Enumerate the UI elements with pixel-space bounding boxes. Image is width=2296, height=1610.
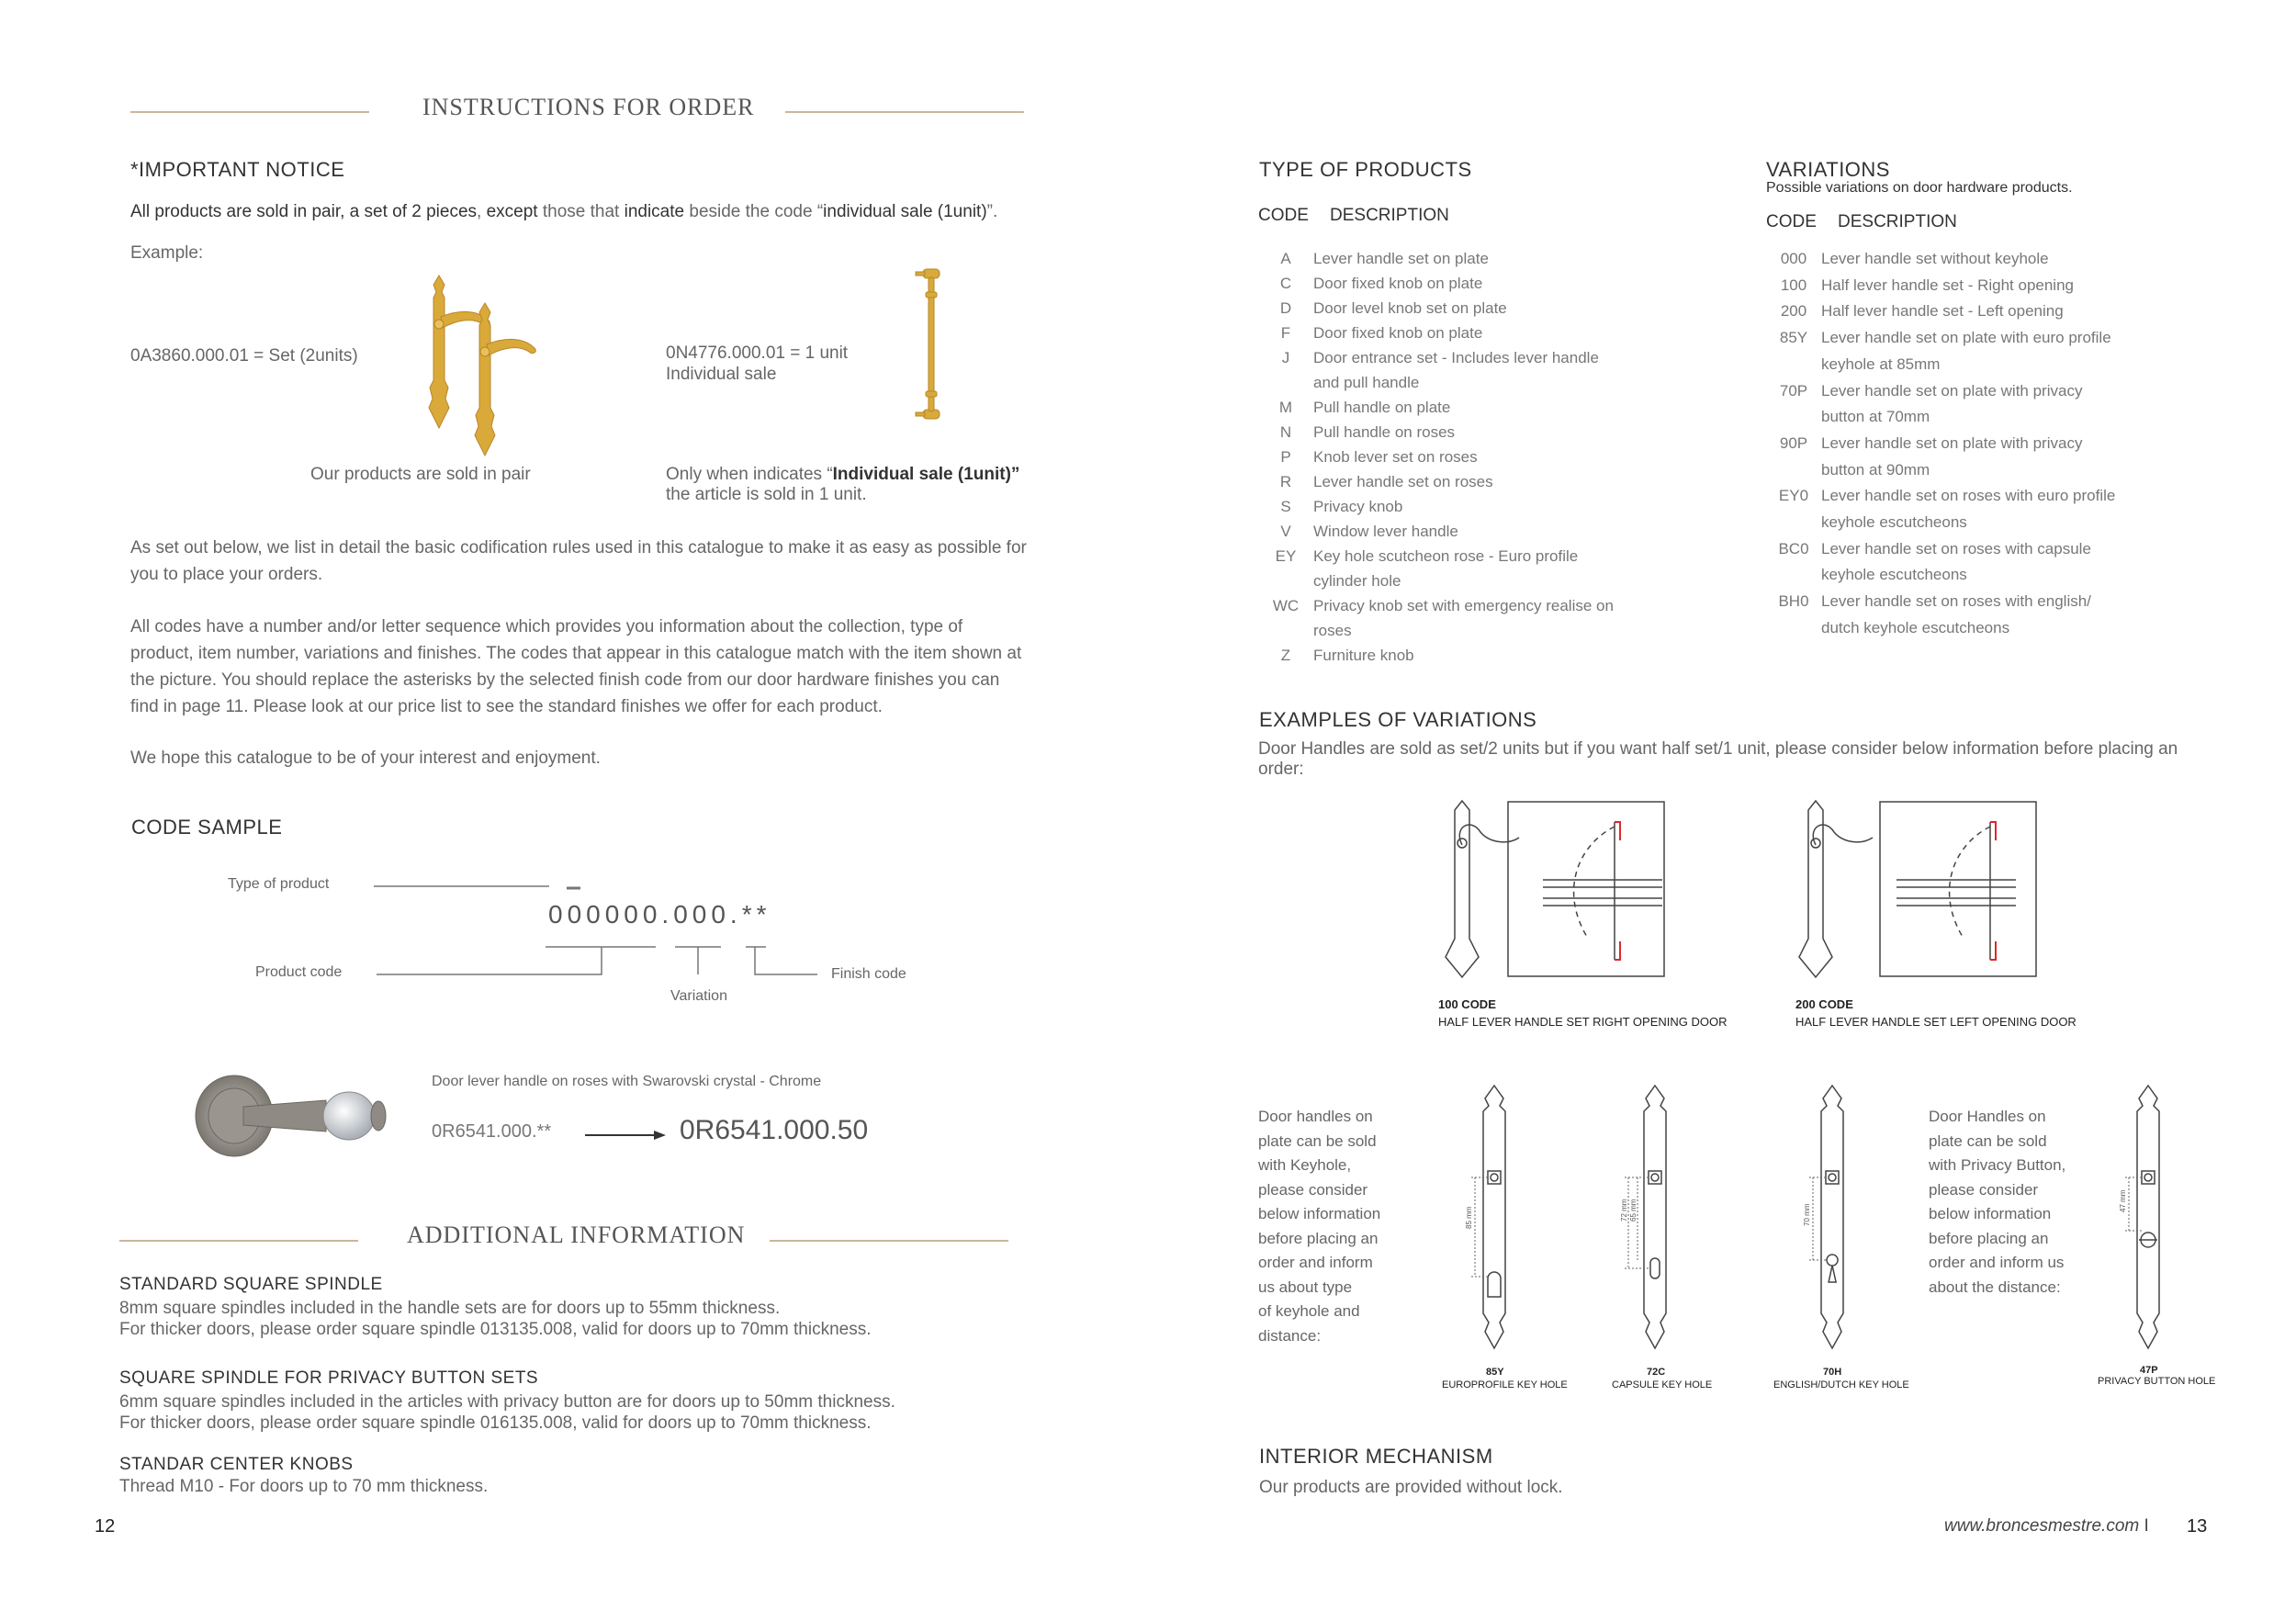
variation-code: BC0 (1778, 539, 1809, 557)
type-desc: cylinder hole (1313, 572, 1401, 590)
types-desc-col: DESCRIPTION (1330, 206, 1449, 225)
half-lever-right-diagram (1442, 799, 1671, 978)
variation-desc: button at 70mm (1821, 408, 1930, 426)
variation-row (1766, 483, 2189, 510)
type-code: C (1279, 275, 1292, 292)
notice-end: ”. (986, 202, 998, 221)
type-row (1258, 246, 1644, 271)
additional-title: ADDITIONAL INFORMATION (407, 1222, 746, 1248)
plate3-code: 70H (1823, 1367, 1842, 1378)
footer-website[interactable] (1944, 1516, 2149, 1537)
type-desc: Furniture knob (1313, 647, 1414, 664)
type-desc: Knob lever set on roses (1313, 448, 1478, 466)
privacy-spindle-heading: SQUARE SPINDLE FOR PRIVACY BUTTON SETS (119, 1368, 539, 1388)
type-row (1258, 370, 1644, 395)
plate2-desc: CAPSULE KEY HOLE (1612, 1379, 1713, 1390)
notice-those: those that (537, 202, 625, 221)
intro-paragraph-2: All codes have a number and/or letter sequence which provides you information about the collection, type of product, item number, variations and finishes. The codes that appear in this catalogue match with the item shown at the picture. You should replace the asterisks by the selected finish code from our door hardware finishes you can find in page 11. Please look at our price list to see the standard finishes we offer for each product. (130, 617, 1022, 716)
variation-code (1766, 457, 1821, 484)
code-sample-lines (0, 0, 1, 1)
intro-paragraph-1: As set out below, we list in detail the basic codification rules used in this catalogue to make it as easy as possible for you to place your orders. (130, 538, 1027, 584)
type-desc: Lever handle set on plate (1313, 250, 1489, 267)
example2-code: 0N4776.000.01 = 1 unit (666, 343, 849, 363)
title-rule-right (785, 111, 1024, 113)
code-string: 000000.000.** (548, 900, 771, 929)
type-row (1258, 469, 1644, 494)
type-of-product-label: Type of product (228, 876, 330, 892)
variation-row (1766, 273, 2189, 299)
type-code: J (1281, 349, 1290, 366)
type-row (1258, 593, 1644, 618)
chrome-crystal-handle-image (188, 1065, 400, 1166)
dim72b-label: 65 mm (1629, 1199, 1638, 1222)
type-desc: Pull handle on roses (1313, 423, 1456, 441)
notice-individual: individual sale (1unit) (823, 202, 987, 221)
privacy-line-2: For thicker doors, please order square spindle 016135.008, valid for doors up to 70mm thickness. (119, 1413, 872, 1433)
variation-row (1766, 352, 2189, 378)
type-code (1258, 569, 1313, 593)
types-code-col: CODE (1258, 206, 1309, 225)
knobs-heading: STANDAR CENTER KNOBS (119, 1455, 354, 1474)
variation-row (1766, 615, 2189, 642)
type-row (1258, 420, 1644, 445)
variation-code: 200 (1780, 302, 1807, 321)
variation-desc: Lever handle set on plate with euro profile (1821, 329, 2111, 347)
type-row (1258, 569, 1644, 593)
variation-code: 100 (1780, 276, 1807, 294)
type-row (1258, 445, 1644, 469)
privacy-note-line: please consider (1929, 1180, 2039, 1199)
individual-caption-c: the article is sold in 1 unit. (666, 485, 867, 504)
variation-desc: Lever handle set without keyhole (1821, 250, 2049, 267)
types-heading: TYPE OF PRODUCTS (1259, 158, 1472, 181)
type-row (1258, 519, 1644, 544)
type-desc: Lever handle set on roses (1313, 473, 1493, 490)
variation-row (1766, 325, 2189, 352)
variations-subtitle: Possible variations on door hardware products. (1766, 180, 2073, 196)
notice-beside: beside the code “ (684, 202, 824, 221)
variation-code: EY0 (1778, 487, 1809, 505)
variation-code (1766, 615, 1821, 642)
privacy-note-line: before placing an (1929, 1229, 2049, 1247)
type-desc: Window lever handle (1313, 523, 1458, 540)
variation-row (1766, 404, 2189, 431)
type-code: R (1279, 473, 1292, 490)
variations-table (1766, 246, 2189, 642)
plate4-desc: PRIVACY BUTTON HOLE (2098, 1376, 2216, 1387)
notice-heading: *IMPORTANT NOTICE (130, 158, 345, 181)
variations-heading: VARIATIONS (1766, 158, 1890, 181)
var-code-col: CODE (1766, 212, 1817, 231)
mechanism-heading: INTERIOR MECHANISM (1259, 1445, 1493, 1468)
examples-text: Door Handles are sold as set/2 units but if you want half set/1 unit, please consider below information before placing an order: (1258, 739, 2178, 779)
type-desc: Door fixed knob on plate (1313, 324, 1483, 342)
type-code: V (1280, 523, 1291, 540)
sample-description: Door lever handle on roses with Swarovski crystal - Chrome (432, 1074, 822, 1089)
variation-desc: Lever handle set on roses with euro profile (1821, 487, 2116, 505)
examples-heading: EXAMPLES OF VARIATIONS (1259, 708, 1537, 731)
knobs-line-1: Thread M10 - For doors up to 70 mm thickness. (119, 1477, 489, 1496)
type-code: F (1280, 324, 1291, 342)
code-sample-heading: CODE SAMPLE (131, 816, 283, 839)
variation-desc: keyhole escutcheons (1821, 566, 1967, 584)
gold-lever-set-image (395, 271, 551, 432)
privacy-note-line: Door Handles on (1929, 1108, 2046, 1125)
notice-bold-1: All products are sold in pair, a set of 2 pieces (130, 202, 478, 221)
type-desc: Privacy knob (1313, 498, 1403, 515)
variation-desc: Lever handle set on plate with privacy (1821, 381, 2083, 400)
var-desc-col: DESCRIPTION (1838, 212, 1957, 231)
variation-desc: Lever handle set on roses with english/ (1821, 592, 2091, 611)
privacy-note-line: below information (1929, 1205, 2052, 1222)
plate1-code: 85Y (1486, 1367, 1504, 1378)
dim72a-label: 72 mm (1620, 1199, 1628, 1222)
type-row (1258, 296, 1644, 321)
individual-caption (666, 461, 1033, 514)
pair-caption: Our products are sold in pair (310, 465, 531, 484)
ex200-code: 200 CODE (1795, 997, 1853, 1011)
intro-paragraph-3: We hope this catalogue to be of your interest and enjoyment. (130, 749, 601, 768)
dim70-label: 70 mm (1803, 1203, 1811, 1226)
variation-code: 70P (1779, 381, 1808, 400)
privacy-note-line: plate can be sold (1929, 1132, 2047, 1150)
keyhole-note-line: Door handles on (1258, 1108, 1373, 1125)
type-desc: Pull handle on plate (1313, 399, 1451, 416)
notice-comma: , (477, 202, 487, 221)
type-desc: Door level knob set on plate (1313, 299, 1507, 317)
plate3-desc: ENGLISH/DUTCH KEY HOLE (1773, 1379, 1909, 1390)
title-rule-left (130, 111, 369, 113)
variation-desc: button at 90mm (1821, 460, 1930, 478)
type-row (1258, 395, 1644, 420)
type-code: EY (1275, 547, 1297, 565)
type-desc: roses (1313, 622, 1352, 639)
variation-label: Variation (670, 988, 727, 1004)
type-desc: Door entrance set - Includes lever handle (1313, 349, 1599, 366)
keyhole-note (1258, 1105, 1380, 1348)
privacy-note-line: with Privacy Button, (1929, 1156, 2066, 1174)
variation-code: BH0 (1778, 592, 1809, 611)
variation-row (1766, 562, 2189, 589)
page-title-instructions: INSTRUCTIONS FOR ORDER (422, 94, 755, 120)
type-row (1258, 643, 1644, 668)
privacy-note-line: order and inform us (1929, 1254, 2065, 1271)
privacy-note (1929, 1105, 2065, 1300)
keyhole-note-line: with Keyhole, (1258, 1156, 1352, 1174)
notice-except: except (486, 202, 538, 221)
spindle-line-2: For thicker doors, please order square spindle 013135.008, valid for doors up to 70mm thickness. (119, 1320, 872, 1339)
plate4-code: 47P (2140, 1365, 2158, 1376)
type-code (1258, 618, 1313, 643)
type-code: M (1278, 399, 1293, 416)
variation-row (1766, 378, 2189, 405)
notice-text (130, 198, 1049, 225)
gold-pull-handle-image (914, 265, 960, 425)
example1-code: 0A3860.000.01 = Set (2units) (130, 346, 358, 366)
spindle-line-1: 8mm square spindles included in the handle sets are for doors up to 55mm thickness. (119, 1299, 781, 1318)
type-code: P (1280, 448, 1291, 466)
variation-row (1766, 431, 2189, 457)
mechanism-text: Our products are provided without lock. (1259, 1478, 1563, 1497)
type-code: WC (1272, 597, 1300, 614)
type-code: A (1280, 250, 1291, 267)
plate1-desc: EUROPROFILE KEY HOLE (1442, 1379, 1568, 1390)
variation-code (1766, 510, 1821, 536)
spindle-heading: STANDARD SQUARE SPINDLE (119, 1275, 383, 1294)
type-desc: Key hole scutcheon rose - Euro profile (1313, 547, 1579, 565)
type-row (1258, 321, 1644, 345)
type-code: Z (1280, 647, 1291, 664)
plate-47p-diagram (2119, 1084, 2178, 1350)
additional-rule-right (770, 1240, 1008, 1242)
half-lever-left-diagram (1795, 799, 2025, 978)
keyhole-note-line: please consider (1258, 1180, 1368, 1199)
product-code-label: Product code (255, 964, 343, 980)
notice-indicate: indicate (624, 202, 685, 221)
sample-code-from: 0R6541.000.** (432, 1121, 552, 1142)
variation-row (1766, 510, 2189, 536)
type-code: N (1279, 423, 1292, 441)
type-code: S (1280, 498, 1291, 515)
page-number-right: 13 (2187, 1516, 2208, 1537)
plate-70h-diagram (1803, 1084, 1863, 1350)
privacy-note-line: about the distance: (1929, 1278, 2061, 1296)
arrow-icon (585, 1128, 668, 1143)
variation-row (1766, 589, 2189, 615)
type-row (1258, 271, 1644, 296)
variation-desc: keyhole at 85mm (1821, 355, 1941, 373)
sample-code-to: 0R6541.000.50 (680, 1115, 869, 1145)
variation-desc: Lever handle set on plate with privacy (1821, 433, 2083, 452)
variation-row (1766, 536, 2189, 563)
plate-72c-diagram (1620, 1084, 1685, 1350)
ex100-code: 100 CODE (1438, 997, 1496, 1011)
finish-code-label: Finish code (831, 966, 906, 982)
additional-rule-left (119, 1240, 358, 1242)
variation-code (1766, 404, 1821, 431)
type-row (1258, 345, 1644, 370)
keyhole-note-line: order and inform (1258, 1254, 1373, 1271)
type-desc: Door fixed knob on plate (1313, 275, 1483, 292)
variation-code: 85Y (1779, 329, 1808, 347)
plate-85y-diagram (1465, 1084, 1525, 1350)
type-row (1258, 544, 1644, 569)
variation-code (1766, 352, 1821, 378)
variation-desc: Lever handle set on roses with capsule (1821, 539, 2091, 557)
variation-desc: Half lever handle set - Left opening (1821, 302, 2064, 321)
variation-row (1766, 298, 2189, 325)
type-code: D (1279, 299, 1292, 317)
type-code (1258, 370, 1313, 395)
dim47-label: 47 mm (2119, 1189, 2127, 1212)
variation-code (1766, 562, 1821, 589)
keyhole-note-line: before placing an (1258, 1229, 1379, 1247)
keyhole-note-line: below information (1258, 1205, 1381, 1222)
ex200-desc: HALF LEVER HANDLE SET LEFT OPENING DOOR (1795, 1015, 2077, 1029)
website-separator: I (2144, 1516, 2149, 1536)
example2-sub: Individual sale (666, 365, 777, 384)
variation-code: 000 (1780, 250, 1807, 267)
type-row (1258, 494, 1644, 519)
keyhole-note-line: us about type (1258, 1278, 1353, 1296)
type-desc: and pull handle (1313, 374, 1420, 391)
page-number-left: 12 (95, 1516, 116, 1537)
variation-desc: dutch keyhole escutcheons (1821, 618, 2010, 636)
individual-caption-a: Only when indicates “ (666, 465, 833, 484)
variation-row (1766, 246, 2189, 273)
variation-code: 90P (1779, 433, 1808, 452)
types-table (1258, 246, 1644, 668)
privacy-line-1: 6mm square spindles included in the articles with privacy button are for doors up to 50mm thickness. (119, 1392, 895, 1412)
ex100-desc: HALF LEVER HANDLE SET RIGHT OPENING DOOR (1438, 1015, 1728, 1029)
example-label: Example: (130, 243, 204, 263)
variation-row (1766, 457, 2189, 484)
keyhole-note-line: plate can be sold (1258, 1132, 1377, 1150)
type-row (1258, 618, 1644, 643)
plate2-code: 72C (1647, 1367, 1666, 1378)
variation-desc: keyhole escutcheons (1821, 513, 1967, 532)
individual-caption-b: Individual sale (1unit)” (832, 465, 1020, 484)
dim85-label: 85 mm (1465, 1206, 1473, 1229)
type-desc: Privacy knob set with emergency realise on (1313, 597, 1614, 614)
website-link[interactable]: www.broncesmestre.com (1944, 1516, 2140, 1536)
keyhole-note-line: of keyhole and (1258, 1302, 1360, 1320)
keyhole-note-line: distance: (1258, 1326, 1322, 1345)
variation-desc: Half lever handle set - Right opening (1821, 276, 2074, 294)
